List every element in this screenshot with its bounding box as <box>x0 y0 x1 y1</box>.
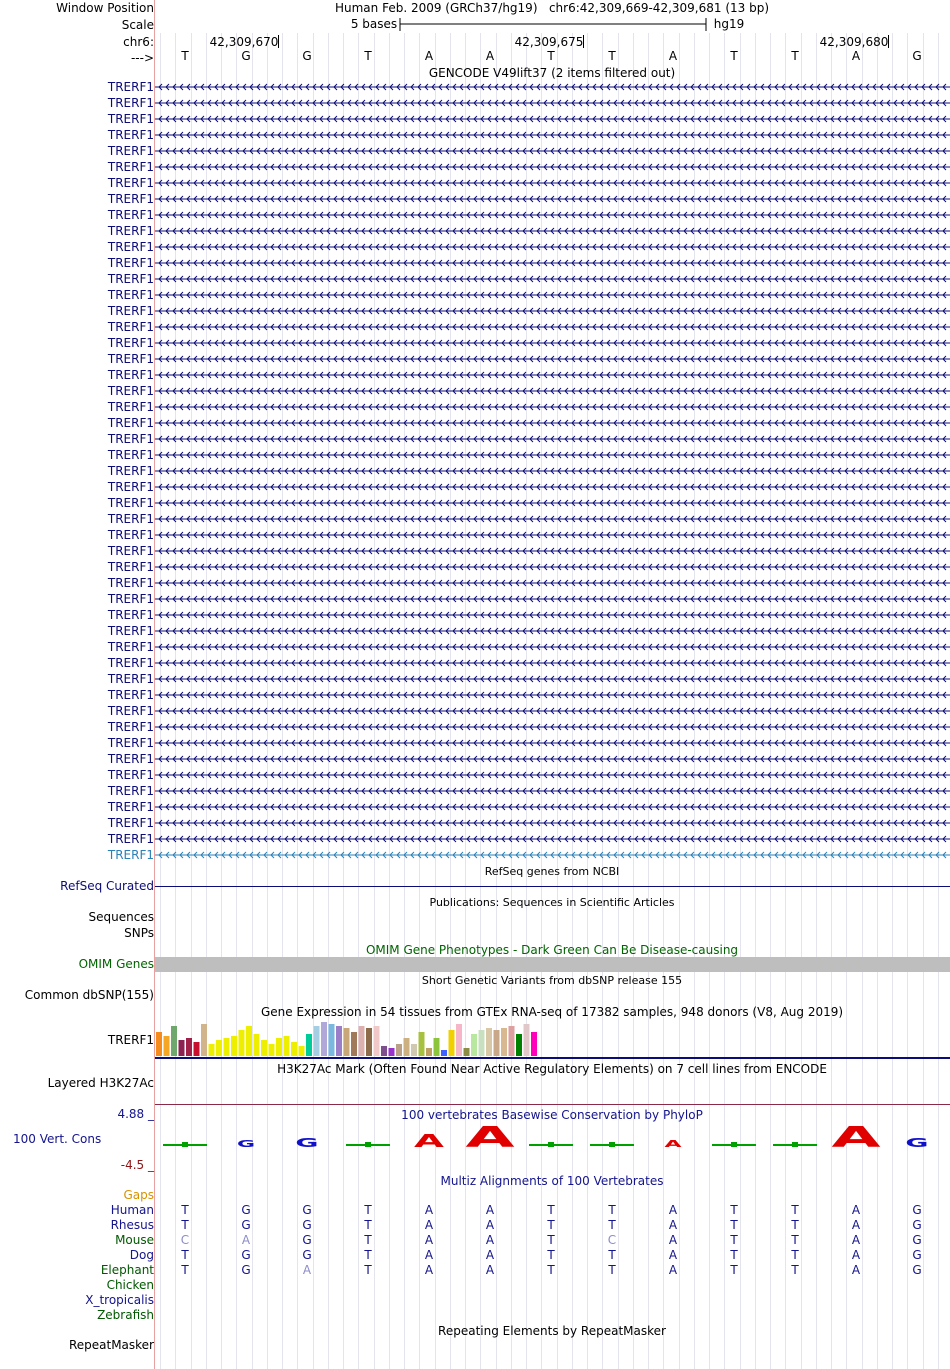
multiz-aligned-base: T <box>791 1248 799 1262</box>
multiz-aligned-base: T <box>364 1233 372 1247</box>
multiz-aligned-base: T <box>364 1263 372 1277</box>
multiz-aligned-base: A <box>485 1203 495 1217</box>
gencode-transcript-label[interactable]: TRERF1 <box>107 384 154 398</box>
gtex-tissue-bar[interactable] <box>171 1026 177 1056</box>
phylop-logo-letter[interactable]: G <box>905 1135 929 1151</box>
coordinate-tick-label: 42,309,675 <box>514 35 584 49</box>
gencode-transcript-label[interactable]: TRERF1 <box>107 512 154 526</box>
repeatmasker-title: Repeating Elements by RepeatMasker <box>438 1324 666 1338</box>
multiz-aligned-base: T <box>791 1263 799 1277</box>
multiz-aligned-base: C <box>607 1233 617 1247</box>
gencode-transcript-line[interactable] <box>155 563 950 572</box>
gencode-transcript-label[interactable]: TRERF1 <box>107 432 154 446</box>
gtex-tissue-bar[interactable] <box>366 1028 372 1056</box>
sequence-base: A <box>485 49 495 63</box>
phylop-logo[interactable] <box>155 1118 950 1168</box>
gencode-transcript-line[interactable] <box>155 707 950 716</box>
gencode-transcript-label[interactable]: TRERF1 <box>107 80 154 94</box>
gencode-transcript-line[interactable] <box>155 227 950 236</box>
position-text: chr6:42,309,669-42,309,681 (13 bp) <box>548 1 770 15</box>
multiz-aligned-base: A <box>851 1203 861 1217</box>
gtex-tissue-bar[interactable] <box>374 1026 380 1056</box>
multiz-aligned-base: A <box>668 1248 678 1262</box>
gtex-tissue-bar[interactable] <box>501 1028 507 1056</box>
sequence-base: T <box>547 49 555 63</box>
multiz-aligned-base: A <box>851 1248 861 1262</box>
gencode-transcript-line[interactable] <box>155 83 950 92</box>
gtex-tissue-bar[interactable] <box>471 1034 477 1056</box>
sequence-base: G <box>241 49 251 63</box>
gtex-tissue-bar[interactable] <box>269 1044 275 1056</box>
multiz-species-label[interactable]: Dog <box>129 1248 154 1262</box>
assembly-position-text <box>335 1 769 15</box>
gencode-transcript-label[interactable]: TRERF1 <box>107 128 154 142</box>
publications-snps-label[interactable]: SNPs <box>124 926 154 940</box>
multiz-aligned-base: G <box>912 1233 922 1247</box>
multiz-species-label[interactable]: X_tropicalis <box>85 1293 154 1307</box>
phylop-min-label: -4.5 _ <box>120 1158 154 1172</box>
phylop-title: 100 vertebrates Basewise Conservation by PhyloP <box>401 1108 703 1122</box>
multiz-aligned-base: A <box>424 1203 434 1217</box>
multiz-aligned-base: G <box>302 1218 312 1232</box>
gencode-transcript-line[interactable] <box>155 531 950 540</box>
multiz-aligned-base: A <box>668 1218 678 1232</box>
multiz-aligned-base: T <box>181 1203 189 1217</box>
multiz-species-label[interactable]: Mouse <box>115 1233 154 1247</box>
gtex-tissue-bar[interactable] <box>449 1030 455 1056</box>
gencode-transcript-label[interactable]: TRERF1 <box>107 272 154 286</box>
multiz-aligned-base: T <box>547 1248 555 1262</box>
gtex-tissue-bar[interactable] <box>299 1046 305 1056</box>
multiz-aligned-base: G <box>912 1263 922 1277</box>
gtex-tissue-bar[interactable] <box>246 1026 252 1056</box>
multiz-aligned-base: G <box>241 1203 251 1217</box>
multiz-aligned-base: A <box>485 1233 495 1247</box>
gencode-transcript-line[interactable] <box>155 291 950 300</box>
gencode-transcript-line[interactable] <box>155 355 950 364</box>
gtex-tissue-bar[interactable] <box>531 1032 537 1056</box>
gencode-transcript-label[interactable]: TRERF1 <box>107 192 154 206</box>
publications-title: Publications: Sequences in Scientific Articles <box>429 896 675 909</box>
multiz-aligned-base: T <box>364 1218 372 1232</box>
gencode-transcript-label[interactable]: TRERF1 <box>107 96 154 110</box>
assembly-text: Human Feb. 2009 (GRCh37/hg19) <box>334 1 538 15</box>
dbsnp-title: Short Genetic Variants from dbSNP release 155 <box>421 974 683 987</box>
multiz-aligned-base: A <box>424 1248 434 1262</box>
gtex-tissue-bar[interactable] <box>516 1034 522 1056</box>
gencode-transcript-line[interactable] <box>155 691 950 700</box>
gtex-tissue-bar[interactable] <box>411 1044 417 1056</box>
gencode-transcript-line[interactable] <box>155 131 950 140</box>
gencode-transcript-line[interactable] <box>155 803 950 812</box>
gtex-tissue-bar[interactable] <box>254 1034 260 1056</box>
gencode-transcript-line[interactable] <box>155 435 950 444</box>
gencode-transcript-label[interactable]: TRERF1 <box>107 480 154 494</box>
gencode-transcript-label[interactable]: TRERF1 <box>107 832 154 846</box>
gtex-tissue-bar[interactable] <box>329 1024 335 1056</box>
gtex-tissue-bar[interactable] <box>194 1042 200 1056</box>
multiz-aligned-base: G <box>241 1218 251 1232</box>
gencode-transcript-line[interactable] <box>155 579 950 588</box>
gencode-transcript-line[interactable] <box>155 755 950 764</box>
phylop-max-label: 4.88 _ <box>117 1107 154 1121</box>
multiz-aligned-base: A <box>485 1218 495 1232</box>
gencode-transcript-line[interactable] <box>155 723 950 732</box>
multiz-aligned-base: A <box>851 1218 861 1232</box>
sequence-base: T <box>364 49 372 63</box>
gtex-tissue-bar[interactable] <box>314 1026 320 1056</box>
gencode-transcript-label[interactable]: TRERF1 <box>107 704 154 718</box>
window-position-label: Window Position <box>56 1 154 15</box>
multiz-aligned-base: T <box>364 1203 372 1217</box>
gencode-transcript-line[interactable] <box>155 163 950 172</box>
gencode-transcript-label[interactable]: TRERF1 <box>107 592 154 606</box>
gencode-transcript-label[interactable]: TRERF1 <box>107 496 154 510</box>
multiz-aligned-base: A <box>241 1233 251 1247</box>
multiz-aligned-base: C <box>180 1233 190 1247</box>
gencode-transcript-line[interactable] <box>155 259 950 268</box>
gtex-tissue-bar[interactable] <box>351 1032 357 1056</box>
gencode-transcript-label[interactable]: TRERF1 <box>107 176 154 190</box>
phylop-label[interactable]: 100 Vert. Cons <box>13 1132 102 1146</box>
gencode-transcript-label[interactable]: TRERF1 <box>107 160 154 174</box>
gtex-tissue-bar[interactable] <box>404 1038 410 1056</box>
multiz-species-label[interactable]: Human <box>110 1203 154 1217</box>
sequence-base: A <box>851 49 861 63</box>
gencode-transcript-line[interactable] <box>155 659 950 668</box>
gencode-transcript-label[interactable]: TRERF1 <box>107 608 154 622</box>
gtex-tissue-bar[interactable] <box>479 1030 485 1056</box>
gtex-tissue-bar[interactable] <box>216 1040 222 1056</box>
gencode-transcript-label[interactable]: TRERF1 <box>107 672 154 686</box>
gencode-transcript-line[interactable] <box>155 851 950 860</box>
gtex-tissue-bar[interactable] <box>306 1034 312 1056</box>
strand-label: ---> <box>130 51 154 65</box>
gencode-transcript-line[interactable] <box>155 115 950 124</box>
gencode-transcript-label[interactable]: TRERF1 <box>107 352 154 366</box>
gencode-transcript-line[interactable] <box>155 211 950 220</box>
multiz-aligned-base: T <box>730 1263 738 1277</box>
gencode-transcript-label[interactable]: TRERF1 <box>107 336 154 350</box>
refseq-title: RefSeq genes from NCBI <box>484 865 620 878</box>
phylop-score-mark[interactable] <box>792 1142 798 1147</box>
multiz-aligned-base: T <box>181 1263 189 1277</box>
gtex-tissue-bar[interactable] <box>261 1040 267 1056</box>
multiz-aligned-base: T <box>730 1233 738 1247</box>
phylop-score-mark[interactable] <box>609 1142 615 1147</box>
sequence-base: T <box>730 49 738 63</box>
sequence-base: T <box>181 49 189 63</box>
gencode-transcript-line[interactable] <box>155 595 950 604</box>
gtex-tissue-bar[interactable] <box>156 1032 162 1056</box>
gtex-tissue-bar[interactable] <box>381 1046 387 1056</box>
multiz-aligned-base: G <box>302 1233 312 1247</box>
coordinate-tick-mark <box>278 35 279 48</box>
gencode-transcript-label[interactable]: TRERF1 <box>107 736 154 750</box>
gtex-tissue-bar[interactable] <box>494 1030 500 1056</box>
multiz-aligned-base: A <box>424 1218 434 1232</box>
multiz-aligned-base: T <box>364 1248 372 1262</box>
phylop-logo-letter[interactable]: G <box>295 1135 319 1151</box>
gtex-tissue-bar[interactable] <box>321 1022 327 1056</box>
gtex-tissue-bar[interactable] <box>201 1024 207 1056</box>
multiz-aligned-base: A <box>851 1263 861 1277</box>
multiz-aligned-base: T <box>791 1218 799 1232</box>
multiz-species-label[interactable]: Chicken <box>106 1278 154 1292</box>
gencode-transcript-label[interactable]: TRERF1 <box>107 848 154 862</box>
gtex-tissue-bar[interactable] <box>509 1026 515 1056</box>
gencode-transcript-label[interactable]: TRERF1 <box>107 560 154 574</box>
gencode-transcript-label[interactable]: TRERF1 <box>107 624 154 638</box>
gencode-transcript-line[interactable] <box>155 195 950 204</box>
gencode-transcript-label[interactable]: TRERF1 <box>107 208 154 222</box>
gencode-transcript-line[interactable] <box>155 547 950 556</box>
gtex-tissue-bar[interactable] <box>276 1038 282 1056</box>
gencode-transcript-line[interactable] <box>155 307 950 316</box>
gtex-tissue-bar[interactable] <box>231 1036 237 1056</box>
gtex-divider <box>155 1057 950 1059</box>
multiz-aligned-base: A <box>485 1248 495 1262</box>
multiz-aligned-base: T <box>608 1218 616 1232</box>
gencode-transcript-line[interactable] <box>155 739 950 748</box>
gtex-tissue-bar[interactable] <box>284 1036 290 1056</box>
gencode-title: GENCODE V49lift37 (2 items filtered out) <box>428 66 676 80</box>
gencode-transcript-line[interactable] <box>155 387 950 396</box>
gencode-transcript-label[interactable]: TRERF1 <box>107 640 154 654</box>
refseq-label[interactable]: RefSeq Curated <box>60 879 154 893</box>
gencode-transcript-line[interactable] <box>155 515 950 524</box>
gtex-tissue-bar[interactable] <box>344 1028 350 1056</box>
publications-sequences-label[interactable]: Sequences <box>88 910 154 924</box>
gencode-transcript-line[interactable] <box>155 419 950 428</box>
multiz-aligned-base: A <box>302 1263 312 1277</box>
scale-bases-text: 5 bases <box>350 17 398 31</box>
scale-label: Scale <box>121 18 154 32</box>
multiz-aligned-base: G <box>912 1248 922 1262</box>
gtex-tissue-bar[interactable] <box>486 1028 492 1056</box>
multiz-aligned-base: A <box>424 1263 434 1277</box>
gtex-label[interactable]: TRERF1 <box>107 1033 154 1047</box>
phylop-score-mark[interactable] <box>182 1142 188 1147</box>
gtex-tissue-bar[interactable] <box>396 1044 402 1056</box>
multiz-aligned-base: T <box>730 1203 738 1217</box>
gencode-transcript-line[interactable] <box>155 643 950 652</box>
omim-gene-bar[interactable] <box>155 957 950 972</box>
gencode-transcript-line[interactable] <box>155 627 950 636</box>
multiz-aligned-base: T <box>791 1233 799 1247</box>
gencode-transcript-label[interactable]: TRERF1 <box>107 688 154 702</box>
omim-label[interactable]: OMIM Genes <box>78 957 154 971</box>
gencode-transcript-label[interactable]: TRERF1 <box>107 112 154 126</box>
gencode-transcript-label[interactable]: TRERF1 <box>107 240 154 254</box>
dbsnp-label[interactable]: Common dbSNP(155) <box>24 988 154 1002</box>
coordinate-tick-label: 42,309,670 <box>209 35 279 49</box>
gencode-transcript-line[interactable] <box>155 323 950 332</box>
gencode-transcript-label[interactable]: TRERF1 <box>107 784 154 798</box>
gencode-transcript-label[interactable]: TRERF1 <box>107 656 154 670</box>
chrom-label: chr6: <box>123 35 154 49</box>
multiz-aligned-base: G <box>912 1203 922 1217</box>
multiz-aligned-base: A <box>668 1203 678 1217</box>
multiz-aligned-base: T <box>791 1203 799 1217</box>
gtex-tissue-bar[interactable] <box>389 1048 395 1056</box>
gencode-transcript-line[interactable] <box>155 483 950 492</box>
sequence-base: G <box>302 49 312 63</box>
multiz-species-label[interactable]: Elephant <box>100 1263 154 1277</box>
gencode-transcript-label[interactable]: TRERF1 <box>107 256 154 270</box>
gencode-transcript-line[interactable] <box>155 499 950 508</box>
gtex-tissue-bar[interactable] <box>186 1038 192 1056</box>
gencode-transcript-label[interactable]: TRERF1 <box>107 400 154 414</box>
gencode-transcript-label[interactable]: TRERF1 <box>107 768 154 782</box>
gencode-transcript-label[interactable]: TRERF1 <box>107 800 154 814</box>
multiz-aligned-base: G <box>241 1263 251 1277</box>
gencode-transcript-label[interactable]: TRERF1 <box>107 224 154 238</box>
gtex-tissue-bar[interactable] <box>291 1042 297 1056</box>
gencode-transcript-line[interactable] <box>155 371 950 380</box>
refseq-gene-line[interactable] <box>155 886 950 887</box>
gencode-transcript-line[interactable] <box>155 835 950 844</box>
gtex-tissue-bar[interactable] <box>359 1026 365 1056</box>
h3k27ac-label[interactable]: Layered H3K27Ac <box>47 1076 154 1090</box>
gtex-title: Gene Expression in 54 tissues from GTEx RNA-seq of 17382 samples, 948 donors (V8, Aug 2019) <box>260 1005 844 1019</box>
phylop-logo-letter[interactable]: G <box>236 1138 256 1150</box>
multiz-species-label[interactable]: Zebrafish <box>97 1308 154 1322</box>
gencode-transcript-line[interactable] <box>155 179 950 188</box>
gencode-transcript-label[interactable]: TRERF1 <box>107 288 154 302</box>
multiz-aligned-base: T <box>547 1263 555 1277</box>
multiz-title: Multiz Alignments of 100 Vertebrates <box>440 1174 664 1188</box>
gencode-transcript-line[interactable] <box>155 147 950 156</box>
gencode-transcript-label[interactable]: TRERF1 <box>107 544 154 558</box>
multiz-aligned-base: A <box>668 1233 678 1247</box>
repeatmasker-label[interactable]: RepeatMasker <box>68 1338 154 1352</box>
gencode-transcript-line[interactable] <box>155 771 950 780</box>
multiz-aligned-base: T <box>608 1263 616 1277</box>
phylop-logo-letter[interactable]: A <box>831 1120 881 1155</box>
gtex-tissue-bar[interactable] <box>239 1030 245 1056</box>
multiz-aligned-base: T <box>608 1248 616 1262</box>
gencode-transcript-label[interactable]: TRERF1 <box>107 752 154 766</box>
multiz-aligned-base: T <box>730 1218 738 1232</box>
gtex-tissue-bar[interactable] <box>224 1038 230 1056</box>
gtex-tissue-bar[interactable] <box>524 1024 530 1056</box>
sequence-base: G <box>912 49 922 63</box>
gencode-transcript-label[interactable]: TRERF1 <box>107 816 154 830</box>
gencode-transcript-line[interactable] <box>155 467 950 476</box>
coordinate-tick-label: 42,309,680 <box>819 35 889 49</box>
sequence-base: T <box>608 49 616 63</box>
gencode-transcript-line[interactable] <box>155 451 950 460</box>
phylop-logo-letter[interactable]: A <box>465 1120 515 1155</box>
gencode-transcript-line[interactable] <box>155 275 950 284</box>
gtex-tissue-bar[interactable] <box>164 1036 170 1056</box>
gencode-transcript-line[interactable] <box>155 819 950 828</box>
gencode-transcript-label[interactable]: TRERF1 <box>107 528 154 542</box>
h3k27ac-baseline <box>155 1104 950 1105</box>
multiz-aligned-base: G <box>912 1218 922 1232</box>
scale-bar <box>398 17 710 33</box>
multiz-aligned-base: T <box>547 1233 555 1247</box>
multiz-aligned-base: T <box>547 1218 555 1232</box>
gencode-transcript-label[interactable]: TRERF1 <box>107 320 154 334</box>
phylop-score-mark[interactable] <box>365 1142 371 1147</box>
multiz-aligned-base: A <box>851 1233 861 1247</box>
gencode-transcript-label[interactable]: TRERF1 <box>107 576 154 590</box>
phylop-score-mark[interactable] <box>548 1142 554 1147</box>
gencode-transcript-label[interactable]: TRERF1 <box>107 720 154 734</box>
gencode-transcript-line[interactable] <box>155 675 950 684</box>
gtex-tissue-bar[interactable] <box>426 1048 432 1056</box>
gtex-tissue-bar[interactable] <box>179 1040 185 1056</box>
gtex-bar-chart[interactable] <box>155 1018 555 1058</box>
gtex-tissue-bar[interactable] <box>336 1026 342 1056</box>
sequence-base: A <box>668 49 678 63</box>
gencode-transcript-label[interactable]: TRERF1 <box>107 448 154 462</box>
sequence-base: T <box>791 49 799 63</box>
multiz-aligned-base: G <box>241 1248 251 1262</box>
gencode-transcript-line[interactable] <box>155 611 950 620</box>
gencode-transcript-label[interactable]: TRERF1 <box>107 464 154 478</box>
gencode-transcript-line[interactable] <box>155 243 950 252</box>
gencode-transcript-label[interactable]: TRERF1 <box>107 368 154 382</box>
gencode-transcript-label[interactable]: TRERF1 <box>107 304 154 318</box>
phylop-logo-letter[interactable]: A <box>414 1131 444 1152</box>
coordinate-tick-mark <box>583 35 584 48</box>
gtex-tissue-bar[interactable] <box>209 1044 215 1056</box>
multiz-aligned-base: G <box>302 1248 312 1262</box>
gtex-tissue-bar[interactable] <box>434 1038 440 1056</box>
multiz-aligned-base: T <box>181 1218 189 1232</box>
phylop-logo-letter[interactable]: A <box>664 1138 682 1150</box>
multiz-aligned-base: A <box>668 1263 678 1277</box>
gtex-tissue-bar[interactable] <box>419 1032 425 1056</box>
sequence-base: A <box>424 49 434 63</box>
gencode-transcript-line[interactable] <box>155 339 950 348</box>
multiz-aligned-base: T <box>730 1248 738 1262</box>
multiz-aligned-base: A <box>424 1233 434 1247</box>
gencode-transcript-label[interactable]: TRERF1 <box>107 144 154 158</box>
h3k27ac-title: H3K27Ac Mark (Often Found Near Active Regulatory Elements) on 7 cell lines from ENCODE <box>277 1062 827 1076</box>
gtex-tissue-bar[interactable] <box>464 1048 470 1056</box>
multiz-aligned-base: G <box>302 1203 312 1217</box>
multiz-gaps-label[interactable]: Gaps <box>123 1188 154 1202</box>
gencode-transcript-label[interactable]: TRERF1 <box>107 416 154 430</box>
omim-title: OMIM Gene Phenotypes - Dark Green Can Be Disease-causing <box>365 943 739 957</box>
multiz-aligned-base: T <box>181 1248 189 1262</box>
gencode-transcript-line[interactable] <box>155 99 950 108</box>
gencode-transcript-line[interactable] <box>155 787 950 796</box>
coordinate-tick-mark <box>888 35 889 48</box>
gtex-tissue-bar[interactable] <box>441 1050 447 1056</box>
scale-db-text: hg19 <box>713 17 745 31</box>
phylop-score-mark[interactable] <box>731 1142 737 1147</box>
multiz-species-label[interactable]: Rhesus <box>110 1218 154 1232</box>
multiz-aligned-base: A <box>485 1263 495 1277</box>
multiz-aligned-base: T <box>547 1203 555 1217</box>
multiz-aligned-base: T <box>608 1203 616 1217</box>
gtex-tissue-bar[interactable] <box>456 1024 462 1056</box>
gencode-transcript-line[interactable] <box>155 403 950 412</box>
